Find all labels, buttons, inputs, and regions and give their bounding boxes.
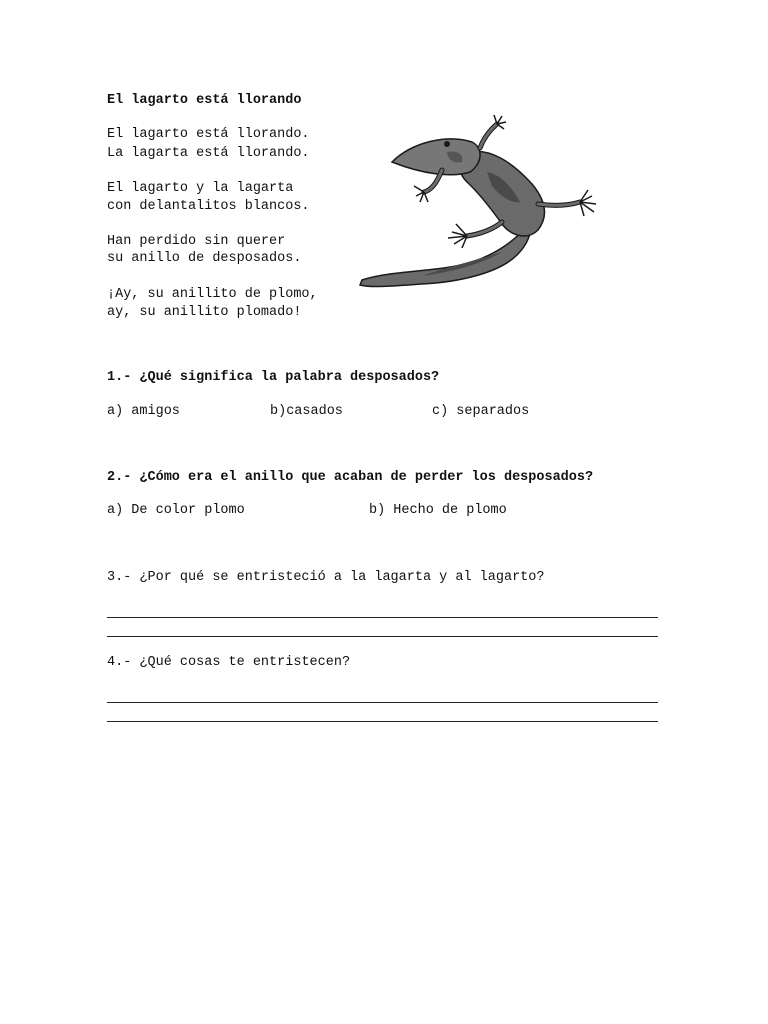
question-1: 1.- ¿Qué significa la palabra desposados? [107,370,440,385]
question-2-option-b[interactable]: b) Hecho de plomo [369,503,507,518]
answer-line-3b[interactable] [107,636,658,637]
answer-line-4b[interactable] [107,721,658,722]
question-3: 3.- ¿Por qué se entristeció a la lagarta y al lagarto? [107,570,545,585]
answer-line-4a[interactable] [107,702,658,703]
question-1-option-b[interactable]: b)casados [270,404,343,419]
poem-title: El lagarto está llorando [107,93,302,108]
question-4: 4.- ¿Qué cosas te entristecen? [107,655,351,670]
poem-line: La lagarta está llorando. [107,146,310,161]
poem-line: El lagarto y la lagarta [107,181,294,196]
poem-line: Han perdido sin querer [107,234,286,249]
poem-line: su anillo de desposados. [107,251,302,266]
poem-line: con delantalitos blancos. [107,199,310,214]
question-2: 2.- ¿Cómo era el anillo que acaban de perder los desposados? [107,470,594,485]
poem-line: El lagarto está llorando. [107,127,310,142]
answer-line-3a[interactable] [107,617,658,618]
question-1-option-c[interactable]: c) separados [432,404,530,419]
question-2-option-a[interactable]: a) De color plomo [107,503,245,518]
lizard-illustration [352,112,602,294]
poem-line: ay, su anillito plomado! [107,305,302,320]
poem-line: ¡Ay, su anillito de plomo, [107,287,318,302]
question-1-option-a[interactable]: a) amigos [107,404,180,419]
